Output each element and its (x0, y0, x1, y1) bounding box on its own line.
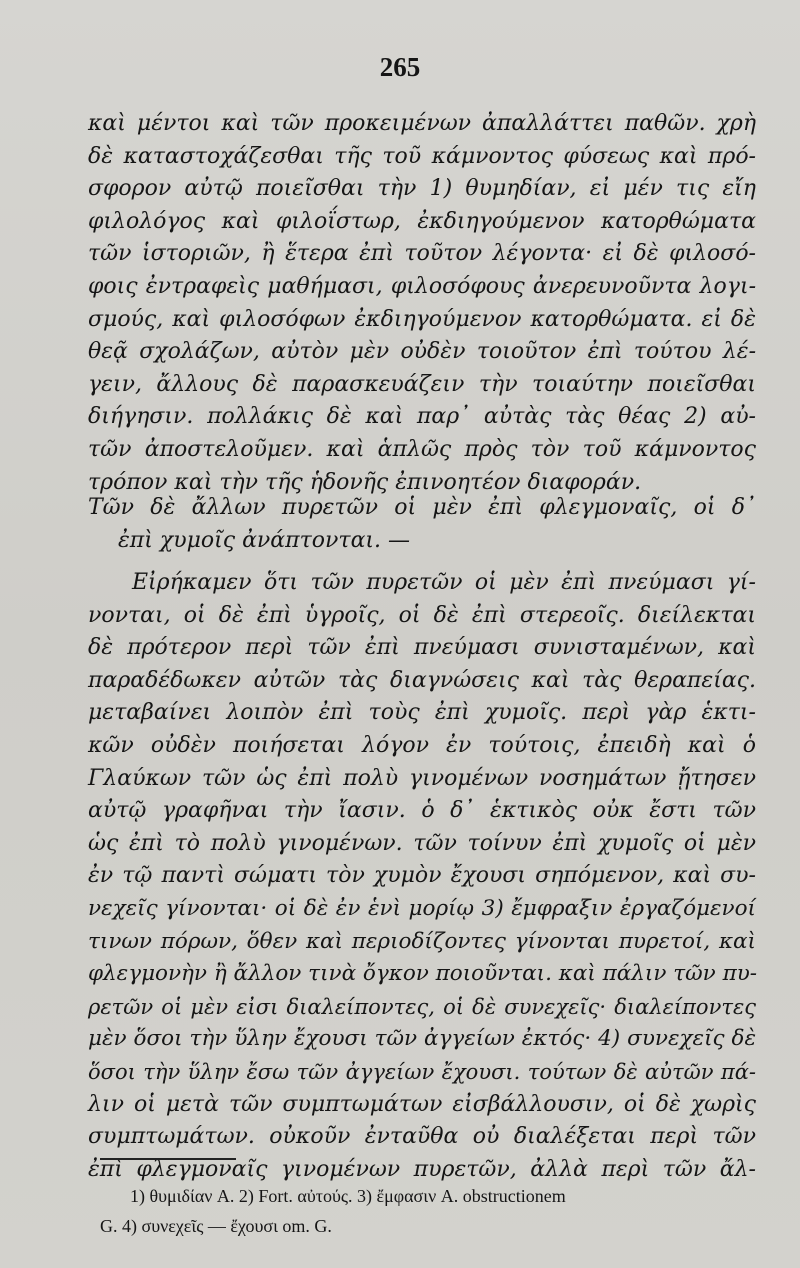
heading-line: Τῶν δὲ ἄλλων πυρετῶν οἱ μὲν ἐπὶ φλεγμοναῖς, οἱ δ᾽ (88, 495, 756, 520)
text-line: ὅσοι τὴν ὕλην ἔσω τῶν ἀγγείων ἔχουσι. τούτων δὲ αὐτῶν πά- (88, 1059, 756, 1084)
text-line: παραδέδωκεν αὐτῶν τὰς διαγνώσεις καὶ τὰς θεραπείας. (88, 667, 756, 693)
text-line: διήγησιν. πολλάκις δὲ καὶ παρ᾽ αὐτὰς τὰς θέας 2) αὐ- (88, 404, 756, 430)
text-line: μὲν ὅσοι τὴν ὕλην ἔχουσι τῶν ἀγγείων ἐκτός· 4) συνεχεῖς δὲ (88, 1026, 756, 1052)
text-line: φιλολόγος καὶ φιλοΐστωρ, ἐκδιηγούμενον κατορθώματα (88, 208, 756, 234)
paragraph-2 (88, 567, 756, 1186)
heading-line: ἐπὶ χυμοῖς ἀνάπτονται. — (118, 527, 411, 553)
text-line: λιν οἱ μετὰ τῶν συμπτωμάτων εἰσβάλλουσιν, οἱ δὲ χωρὶς (88, 1091, 756, 1117)
text-line: νονται, οἱ δὲ ἐπὶ ὑγροῖς, οἱ δὲ ἐπὶ στερεοῖς. διείλεκται (88, 602, 756, 628)
text-line: Εἰρήκαμεν ὅτι τῶν πυρετῶν οἱ μὲν ἐπὶ πνεύμασι γί- (132, 570, 756, 595)
section-heading (88, 492, 756, 557)
text-line: νεχεῖς γίνονται· οἱ δὲ ἐν ἑνὶ μορίῳ 3) ἔμφραξιν ἐργαζόμενοί (88, 895, 756, 921)
text-line: καὶ μέντοι καὶ τῶν προκειμένων ἀπαλλάττει παθῶν. χρὴ (88, 111, 756, 136)
paragraph-1 (88, 108, 756, 499)
text-line: ἐπὶ φλεγμοναῖς γινομένων πυρετῶν, ἀλλὰ περὶ τῶν ἄλ- (88, 1156, 756, 1182)
text-line: δὲ πρότερον περὶ τῶν ἐπὶ πνεύμασι συνισταμένων, καὶ (88, 635, 756, 661)
text-line: φοις ἐντραφεὶς μαθήμασι, φιλοσόφους ἀνερευνοῦντα λογι- (88, 273, 756, 299)
text-line: σφορον αὐτῷ ποιεῖσθαι τὴν 1) θυμηδίαν, εἰ μέν τις εἴη (88, 176, 756, 202)
text-line: γειν, ἄλλους δὲ παρασκευάζειν τὴν τοιαύτην ποιεῖσθαι (88, 371, 756, 397)
text-line: μεταβαίνει λοιπὸν ἐπὶ τοὺς ἐπὶ χυμοῖς. περὶ γὰρ ἑκτι- (88, 700, 756, 726)
text-line: τινων πόρων, ὅθεν καὶ περιοδίζοντες γίνονται πυρετοί, καὶ (88, 928, 756, 954)
text-line: ἐν τῷ παντὶ σώματι τὸν χυμὸν ἔχουσι σηπόμενον, καὶ συ- (88, 863, 756, 889)
text-line: ὡς ἐπὶ τὸ πολὺ γινομένων. τῶν τοίνυν ἐπὶ χυμοῖς οἱ μὲν (88, 830, 756, 856)
text-line: φλεγμονὴν ἢ ἄλλον τινὰ ὄγκον ποιοῦνται. καὶ πάλιν τῶν πυ- (88, 961, 758, 987)
footnote-line: G. 4) συνεχεῖς — ἔχουσι om. G. (100, 1216, 332, 1236)
text-line: ρετῶν οἱ μὲν εἰσι διαλείποντες, οἱ δὲ συνεχεῖς· διαλείποντες (88, 994, 756, 1019)
text-line: αὐτῷ γραφῆναι τὴν ἴασιν. ὁ δ᾽ ἑκτικὸς οὐκ ἔστι τῶν (88, 798, 756, 824)
footnote-line: 1) θυμιδίαν A. 2) Fort. αὐτούς. 3) ἔμφασιν A. obstructionem (130, 1186, 566, 1206)
text-line: τρόπον καὶ τὴν τῆς ἡδονῆς ἐπινοητέον διαφοράν. (88, 469, 642, 495)
text-line: Γλαύκων τῶν ὡς ἐπὶ πολὺ γινομένων νοσημάτων ᾔτησεν (88, 765, 756, 791)
text-line: κῶν οὐδὲν ποιήσεται λόγον ἐν τούτοις, ἐπειδὴ καὶ ὁ (88, 732, 756, 758)
text-line: θεᾷ σχολάζων, αὐτὸν μὲν οὐδὲν τοιοῦτον ἐπὶ τούτου λέ- (88, 339, 756, 365)
text-line: τῶν ἱστοριῶν, ἢ ἕτερα ἐπὶ τοῦτον λέγοντα· εἰ δὲ φιλοσό- (88, 241, 756, 267)
footnotes (100, 1181, 760, 1241)
page-number: 265 (379, 52, 421, 82)
text-line: συμπτωμάτων. οὐκοῦν ἐνταῦθα οὐ διαλέξεται περὶ τῶν (88, 1124, 756, 1150)
text-line: τῶν ἀποστελοῦμεν. καὶ ἁπλῶς πρὸς τὸν τοῦ κάμνοντος (88, 436, 756, 462)
footnote-divider (100, 1158, 236, 1160)
text-line: σμούς, καὶ φιλοσόφων ἐκδιηγούμενον κατορθώματα. εἰ δὲ (88, 306, 756, 332)
text-line: δὲ καταστοχάζεσθαι τῆς τοῦ κάμνοντος φύσεως καὶ πρό- (88, 143, 756, 169)
